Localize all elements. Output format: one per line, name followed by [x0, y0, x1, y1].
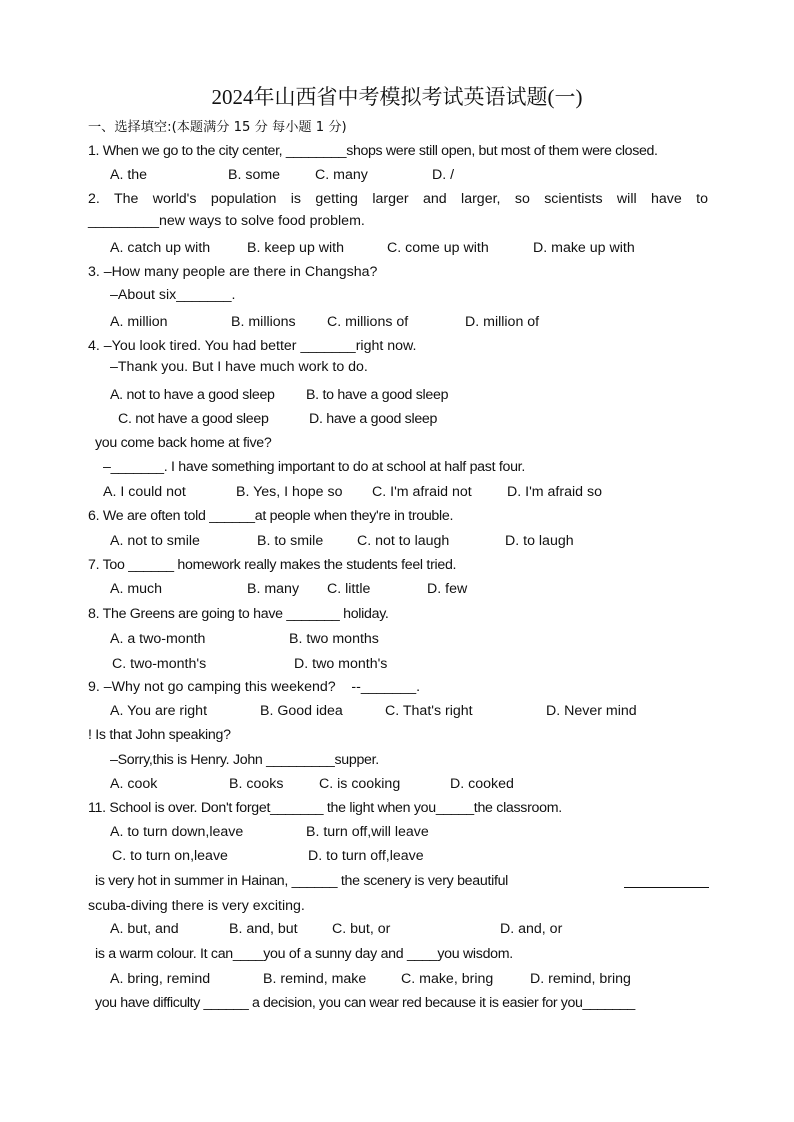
q10-option-d: D. cooked [450, 776, 514, 792]
q4-option-c: C. not have a good sleep [118, 411, 269, 427]
q3-option-d: D. million of [465, 314, 540, 330]
q10-option-b: B. cooks [229, 776, 284, 792]
q6-option-b: B. to smile [257, 533, 324, 549]
q9-option-a: A. You are right [110, 703, 208, 719]
question-10-line-1: ! Is that John speaking? [88, 727, 231, 743]
q3-option-c: C. millions of [327, 314, 409, 330]
question-3-line-2: –About six_______. [110, 287, 236, 303]
q11-option-a: A. to turn down,leave [110, 824, 244, 840]
q4-option-b: B. to have a good sleep [306, 387, 449, 403]
q6-option-c: C. not to laugh [357, 533, 450, 549]
q7-option-c: C. little [327, 581, 371, 597]
q13-option-b: B. remind, make [263, 971, 367, 987]
q5-option-a: A. I could not [103, 484, 186, 500]
q1-option-a: A. the [110, 167, 148, 183]
page-title: 2024年山西省中考模拟考试英语试题(一) [211, 85, 583, 109]
answer-blank [624, 887, 709, 888]
q11-option-b: B. turn off,will leave [306, 824, 429, 840]
q3-option-a: A. million [110, 314, 168, 330]
question-5-line-2: –_______. I have something important to do at school at half past four. [103, 459, 525, 475]
q2-option-a: A. catch up with [110, 240, 211, 256]
q1-option-b: B. some [228, 167, 281, 183]
q8-option-c: C. two-month's [112, 656, 207, 672]
q12-option-a: A. but, and [110, 921, 179, 937]
question-10-line-2: –Sorry,this is Henry. John _________supper. [110, 752, 379, 768]
q1-option-c: C. many [315, 167, 368, 183]
q11-option-d: D. to turn off,leave [308, 848, 424, 864]
q9-option-d: D. Never mind [546, 703, 637, 719]
q2-option-c: C. come up with [387, 240, 489, 256]
question-4-line-1: 4. –You look tired. You had better _______right now. [88, 338, 417, 354]
question-2-line-1: 2. The world's population is getting larger and larger, so scientists will have to [88, 191, 708, 207]
q7-option-d: D. few [427, 581, 468, 597]
question-9: 9. –Why not go camping this weekend? --_______. [88, 679, 421, 695]
question-11: 11. School is over. Don't forget_______ the light when you_____the classroom. [88, 800, 562, 816]
q8-option-d: D. two month's [294, 656, 388, 672]
q12-option-b: B. and, but [229, 921, 298, 937]
q6-option-a: A. not to smile [110, 533, 200, 549]
question-12-line-2: scuba-diving there is very exciting. [88, 898, 305, 914]
q13-option-a: A. bring, remind [110, 971, 211, 987]
q12-option-c: C. but, or [332, 921, 391, 937]
question-6: 6. We are often told ______at people when they're in trouble. [88, 508, 454, 524]
q5-option-b: B. Yes, I hope so [236, 484, 343, 500]
q11-option-c: C. to turn on,leave [112, 848, 228, 864]
q8-option-a: A. a two-month [110, 631, 206, 647]
q6-option-d: D. to laugh [505, 533, 574, 549]
q7-option-a: A. much [110, 581, 163, 597]
q10-option-a: A. cook [110, 776, 158, 792]
question-4-line-2: –Thank you. But I have much work to do. [110, 359, 368, 375]
q9-option-c: C. That's right [385, 703, 473, 719]
question-2-line-2: _________new ways to solve food problem. [88, 213, 365, 229]
section-heading: 一、选择填空:(本题满分 15 分 每小题 1 分) [88, 120, 347, 135]
q8-option-b: B. two months [289, 631, 379, 647]
q13-option-d: D. remind, bring [530, 971, 631, 987]
question-12-line-1: is very hot in summer in Hainan, ______ the scenery is very beautiful [95, 873, 509, 889]
question-3-line-1: 3. –How many people are there in Changsha? [88, 264, 378, 280]
question-8: 8. The Greens are going to have _______ holiday. [88, 606, 389, 622]
q2-option-b: B. keep up with [247, 240, 345, 256]
q10-option-c: C. is cooking [319, 776, 401, 792]
q2-option-d: D. make up with [533, 240, 635, 256]
question-13: is a warm colour. It can____you of a sunny day and ____you wisdom. [95, 946, 513, 962]
q1-option-d: D. / [432, 167, 455, 183]
q12-option-d: D. and, or [500, 921, 563, 937]
q13-option-c: C. make, bring [401, 971, 494, 987]
q4-option-d: D. have a good sleep [309, 411, 438, 427]
q7-option-b: B. many [247, 581, 300, 597]
q5-option-c: C. I'm afraid not [372, 484, 472, 500]
q3-option-b: B. millions [231, 314, 296, 330]
question-7: 7. Too ______ homework really makes the students feel tried. [88, 557, 457, 573]
question-14: you have difficulty ______ a decision, you can wear red because it is easier for you_______ [95, 995, 635, 1011]
q5-option-d: D. I'm afraid so [507, 484, 602, 500]
q9-option-b: B. Good idea [260, 703, 343, 719]
question-5-line-1: you come back home at five? [95, 435, 272, 451]
question-1: 1. When we go to the city center, ________shops were still open, but most of them were closed. [88, 143, 658, 159]
q4-option-a: A. not to have a good sleep [110, 387, 275, 403]
